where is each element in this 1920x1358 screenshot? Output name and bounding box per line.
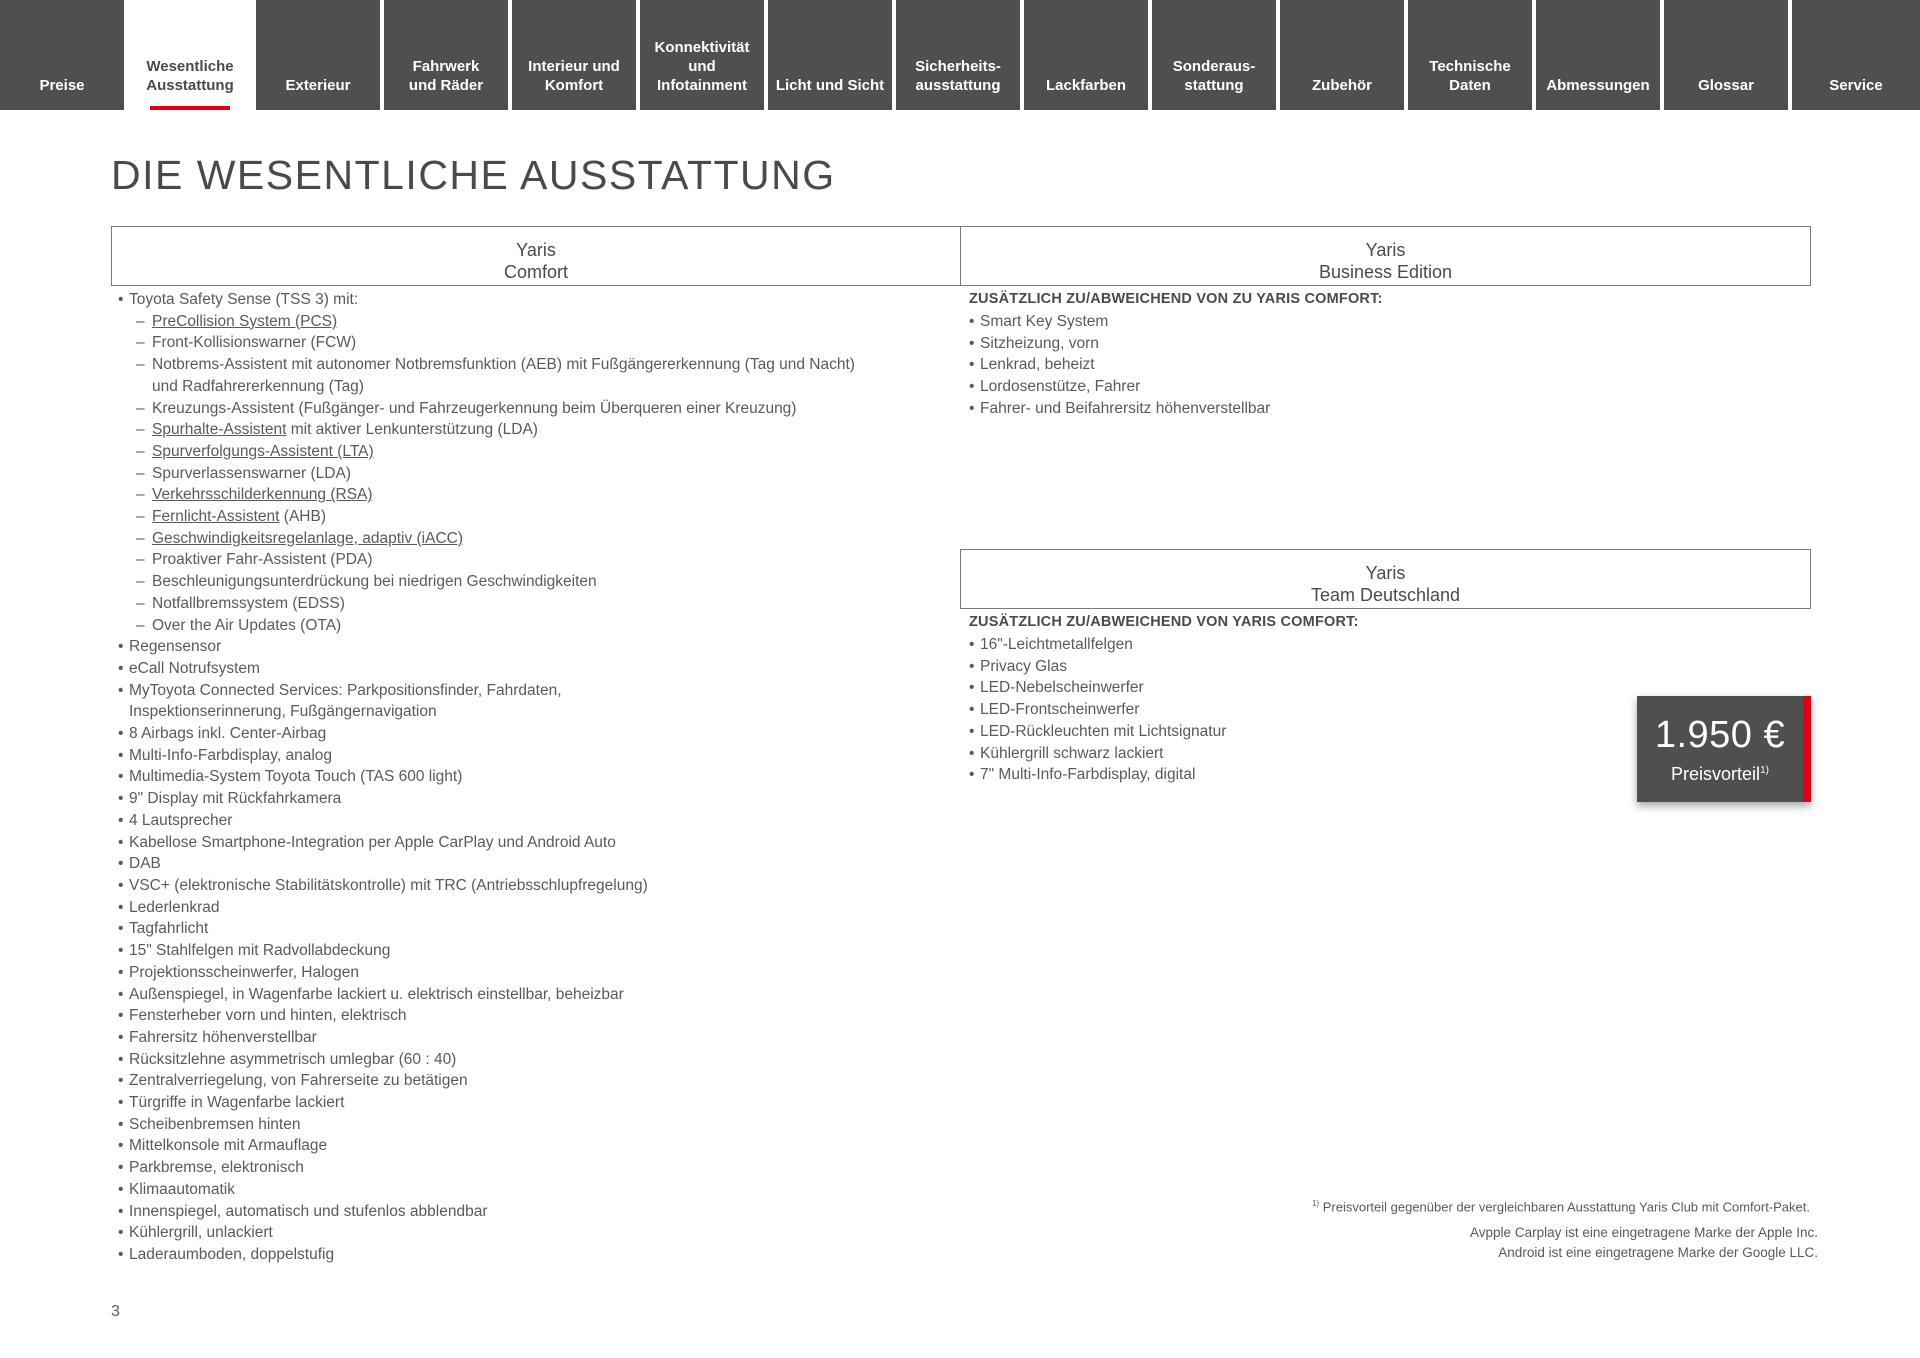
- list-item: • 7" Multi-Info-Farbdisplay, digital: [969, 764, 1569, 786]
- team-header: [960, 549, 1811, 609]
- nav-tab-label: Zubehör: [1312, 77, 1372, 94]
- glossary-link[interactable]: Spurhalte-Assistent: [152, 421, 287, 439]
- business-trim: Business Edition: [1318, 262, 1453, 282]
- active-tab-indicator: [150, 106, 230, 110]
- nav-tab-label: Fahrwerk und Räder: [408, 58, 484, 94]
- nav-tab-label: Licht und Sicht: [775, 77, 885, 94]
- price-label-text: Preisvorteil: [1671, 764, 1761, 784]
- comfort-header: [111, 226, 961, 286]
- comfort-equipment-list: [118, 289, 958, 1266]
- price-advantage-badge: [1637, 696, 1811, 802]
- nav-tab[interactable]: [512, 0, 636, 110]
- list-item: • 9" Display mit Rückfahrkamera: [118, 788, 958, 810]
- list-item: • 15" Stahlfelgen mit Radvollabdeckung: [118, 940, 958, 962]
- list-item: – Front-Kollisionswarner (FCW): [118, 332, 958, 354]
- glossary-link[interactable]: Fernlicht-Assistent: [152, 508, 280, 526]
- glossary-link[interactable]: Geschwindigkeitsregelanlage, adaptiv (iACC): [152, 529, 464, 547]
- list-item: [118, 506, 958, 528]
- nav-tab-label: Konnektivität und Infotainment: [654, 39, 750, 94]
- nav-tab-label: Sonderaus- stattung: [1172, 58, 1256, 94]
- business-model: Yaris: [1365, 240, 1406, 260]
- nav-tab-label: Lackfarben: [1045, 77, 1127, 94]
- nav-tab[interactable]: [640, 0, 764, 110]
- nav-tab-label: Glossar: [1698, 77, 1754, 94]
- list-item: • Parkbremse, elektronisch: [118, 1157, 958, 1179]
- list-item: • Lederlenkrad: [118, 897, 958, 919]
- nav-tab-label: Preise: [39, 77, 85, 94]
- list-item: Inspektionserinnerung, Fußgängernavigation: [129, 703, 437, 721]
- list-item: • Scheibenbremsen hinten: [118, 1114, 958, 1136]
- nav-tab-label: Abmessungen: [1546, 77, 1650, 94]
- footnote-mark: 1): [1311, 1199, 1320, 1208]
- footnote-android: Android ist eine eingetragene Marke der Google LLC.: [1498, 1245, 1818, 1260]
- page-number: 3: [111, 1303, 120, 1320]
- list-item: • Kühlergrill schwarz lackiert: [969, 743, 1569, 765]
- list-item: • Toyota Safety Sense (TSS 3) mit:: [118, 289, 958, 311]
- list-item: • Fahrersitz höhenverstellbar: [118, 1027, 958, 1049]
- nav-tab[interactable]: [1152, 0, 1276, 110]
- nav-tab[interactable]: [1664, 0, 1788, 110]
- list-item: • Lenkrad, beheizt: [969, 354, 1789, 376]
- list-item: • MyToyota Connected Services: Parkpositionsfinder, Fahrdaten,: [118, 680, 958, 702]
- list-item: • Sitzheizung, vorn: [969, 333, 1789, 355]
- business-equipment-list: [969, 311, 1789, 420]
- list-item: [118, 528, 958, 550]
- footnote-apple: Avpple Carplay ist eine eingetragene Marke der Apple Inc.: [1470, 1225, 1818, 1240]
- list-item: • Tagfahrlicht: [118, 918, 958, 940]
- list-item: [118, 484, 958, 506]
- nav-tab[interactable]: [1792, 0, 1920, 110]
- list-item: [118, 441, 958, 463]
- list-item: [118, 311, 958, 333]
- list-item: und Radfahrererkennung (Tag): [152, 377, 364, 395]
- top-navigation: [0, 0, 1920, 110]
- list-item: • Smart Key System: [969, 311, 1789, 333]
- list-item: – Spurverlassenswarner (LDA): [118, 463, 958, 485]
- nav-tab[interactable]: [896, 0, 1020, 110]
- list-item: • Rücksitzlehne asymmetrisch umlegbar (60 : 40): [118, 1049, 958, 1071]
- glossary-link[interactable]: Verkehrsschilderkennung (RSA): [152, 486, 373, 504]
- glossary-link[interactable]: PreCollision System (PCS): [152, 312, 338, 330]
- team-trim: Team Deutschland: [1310, 585, 1461, 605]
- list-item: • 4 Lautsprecher: [118, 810, 958, 832]
- team-model: Yaris: [1365, 563, 1406, 583]
- list-item-text: mit aktiver Lenkunterstützung (LDA): [286, 421, 538, 439]
- list-item: • LED-Nebelscheinwerfer: [969, 677, 1569, 699]
- nav-tab[interactable]: [768, 0, 892, 110]
- list-item: • Kabellose Smartphone-Integration per Apple CarPlay und Android Auto: [118, 832, 958, 854]
- nav-tab-label: Exterieur: [285, 77, 351, 94]
- list-item: • Regensensor: [118, 636, 958, 658]
- nav-tab[interactable]: [1280, 0, 1404, 110]
- list-item: – Over the Air Updates (OTA): [118, 615, 958, 637]
- glossary-link[interactable]: Spurverfolgungs-Assistent (LTA): [152, 442, 374, 460]
- nav-tab[interactable]: [128, 0, 252, 110]
- list-item: – Kreuzungs-Assistent (Fußgänger- und Fahrzeugerkennung beim Überqueren einer Kreuzung): [118, 398, 958, 420]
- price-value: 1.950 €: [1654, 714, 1786, 756]
- list-item: • Außenspiegel, in Wagenfarbe lackiert u. elektrisch einstellbar, beheizbar: [118, 984, 958, 1006]
- list-item: • Projektionsscheinwerfer, Halogen: [118, 962, 958, 984]
- list-item-text: (AHB): [279, 508, 326, 526]
- nav-tab-label: Service: [1829, 77, 1883, 94]
- list-item: • Innenspiegel, automatisch und stufenlos abblendbar: [118, 1201, 958, 1223]
- nav-tab[interactable]: [384, 0, 508, 110]
- list-item: • DAB: [118, 853, 958, 875]
- nav-tab[interactable]: [1536, 0, 1660, 110]
- list-item: • LED-Frontscheinwerfer: [969, 699, 1569, 721]
- list-item: • 16"-Leichtmetallfelgen: [969, 634, 1569, 656]
- nav-tab-label: Technische Daten: [1429, 58, 1511, 94]
- list-item: • Mittelkonsole mit Armauflage: [118, 1135, 958, 1157]
- business-header: [960, 226, 1811, 286]
- list-item: • Kühlergrill, unlackiert: [118, 1222, 958, 1244]
- nav-tab-label: Interieur und Komfort: [528, 58, 620, 94]
- nav-tab-label: Wesentliche Ausstattung: [146, 58, 234, 94]
- list-item: – Notfallbremssystem (EDSS): [118, 593, 958, 615]
- list-item: • eCall Notrufsystem: [118, 658, 958, 680]
- business-section-head: ZUSÄTZLICH ZU/ABWEICHEND VON ZU YARIS COMFORT:: [969, 291, 1383, 307]
- list-item: • LED-Rückleuchten mit Lichtsignatur: [969, 721, 1569, 743]
- list-item: • Privacy Glas: [969, 656, 1569, 678]
- nav-tab[interactable]: [256, 0, 380, 110]
- list-item: • Klimaautomatik: [118, 1179, 958, 1201]
- list-item: – Proaktiver Fahr-Assistent (PDA): [118, 549, 958, 571]
- nav-tab[interactable]: [1024, 0, 1148, 110]
- nav-tab[interactable]: [0, 0, 124, 110]
- nav-tab[interactable]: [1408, 0, 1532, 110]
- list-item: • 8 Airbags inkl. Center-Airbag: [118, 723, 958, 745]
- list-item: • VSC+ (elektronische Stabilitätskontrolle) mit TRC (Antriebsschlupfregelung): [118, 875, 958, 897]
- list-item: • Türgriffe in Wagenfarbe lackiert: [118, 1092, 958, 1114]
- nav-tab-label: Sicherheits- ausstattung: [915, 58, 1001, 94]
- page-title: DIE WESENTLICHE AUSSTATTUNG: [111, 152, 836, 198]
- footnote-preisvorteil: [1312, 1194, 1810, 1217]
- comfort-trim: Comfort: [503, 262, 568, 282]
- team-section-head: ZUSÄTZLICH ZU/ABWEICHEND VON YARIS COMFORT:: [969, 614, 1359, 630]
- price-footnote-mark: 1): [1760, 765, 1769, 776]
- list-item: – Beschleunigungsunterdrückung bei niedrigen Geschwindigkeiten: [118, 571, 958, 593]
- team-equipment-list: [969, 634, 1569, 786]
- footnote-trademarks: [1470, 1223, 1818, 1263]
- list-item: [118, 419, 958, 441]
- list-item: • Lordosenstütze, Fahrer: [969, 376, 1789, 398]
- list-item: • Laderaumboden, doppelstufig: [118, 1244, 958, 1266]
- list-item: – Notbrems-Assistent mit autonomer Notbremsfunktion (AEB) mit Fußgängererkennung (Tag und Nacht): [118, 354, 958, 376]
- list-item: • Multi-Info-Farbdisplay, analog: [118, 745, 958, 767]
- price-label: [1637, 760, 1803, 785]
- list-item: • Zentralverriegelung, von Fahrerseite zu betätigen: [118, 1070, 958, 1092]
- footnote-preisvorteil-text: Preisvorteil gegenüber der vergleichbaren Ausstattung Yaris Club mit Comfort-Paket.: [1322, 1199, 1810, 1215]
- list-item: • Multimedia-System Toyota Touch (TAS 600 light): [118, 766, 958, 788]
- comfort-model: Yaris: [516, 240, 556, 260]
- list-item: • Fahrer- und Beifahrersitz höhenverstellbar: [969, 398, 1789, 420]
- list-item: • Fensterheber vorn und hinten, elektrisch: [118, 1005, 958, 1027]
